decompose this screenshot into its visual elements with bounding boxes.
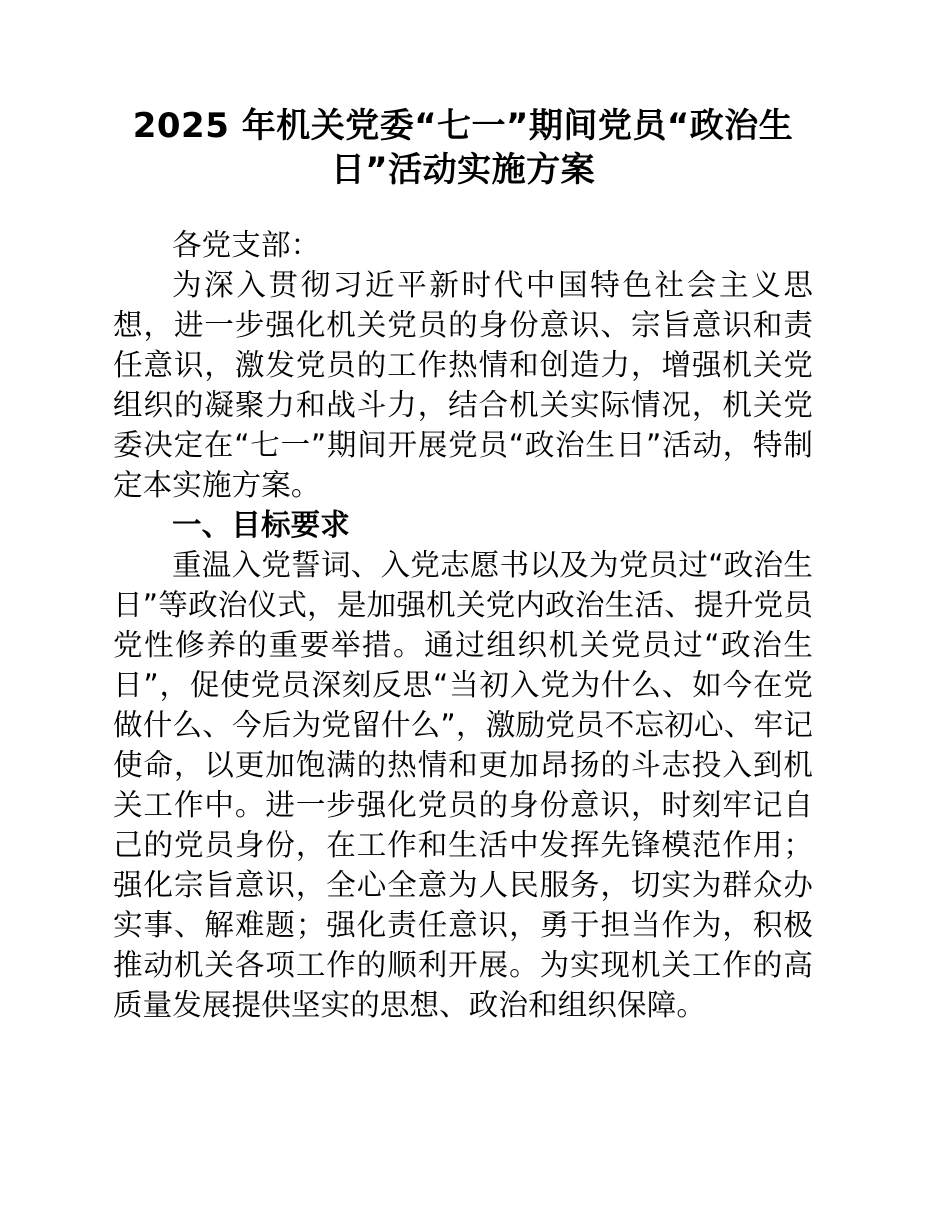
section-heading-1: 一、目标要求 bbox=[172, 508, 350, 542]
salutation-paragraph: 各党支部： bbox=[172, 228, 321, 262]
section-1-paragraph-1: 重温入党誓词、入党志愿书以及为党员过“政治生日”等政治仪式，是加强机关党内政治生活、提升党员党性修养的重要举措。通过组织机关党员过“政治生日”，促使党员深刻反思“当初入党为什么、如今在党做什么、今后为党留什么”，激励党员不忘初心、牢记使命，以更加饱满的热情和更加昂扬的斗志投入到机关工作中。进一步强化党员的身份意识，时刻牢记自己的党员身份，在工作和生活中发挥先锋模范作用；强化宗旨意识，全心全意为人民服务，切实为群众办实事、解难题；强化责任意识，勇于担当作为，积极推动机关各项工作的顺利开展。为实现机关工作的高质量发展提供坚实的思想、政治和组织保障。 bbox=[113, 548, 813, 1022]
document-content-column bbox=[113, 0, 813, 1025]
intro-paragraph: 为深入贯彻习近平新时代中国特色社会主义思想，进一步强化机关党员的身份意识、宗旨意识和责任意识，激发党员的工作热情和创造力，增强机关党组织的凝聚力和战斗力，结合机关实际情况，机关党委决定在“七一”期间开展党员“政治生日”活动，特制定本实施方案。 bbox=[113, 268, 813, 502]
title-body-spacer bbox=[113, 192, 813, 204]
page-title: 2025 年机关党委“七一”期间党员“政治生日”活动实施方案 bbox=[132, 106, 794, 190]
